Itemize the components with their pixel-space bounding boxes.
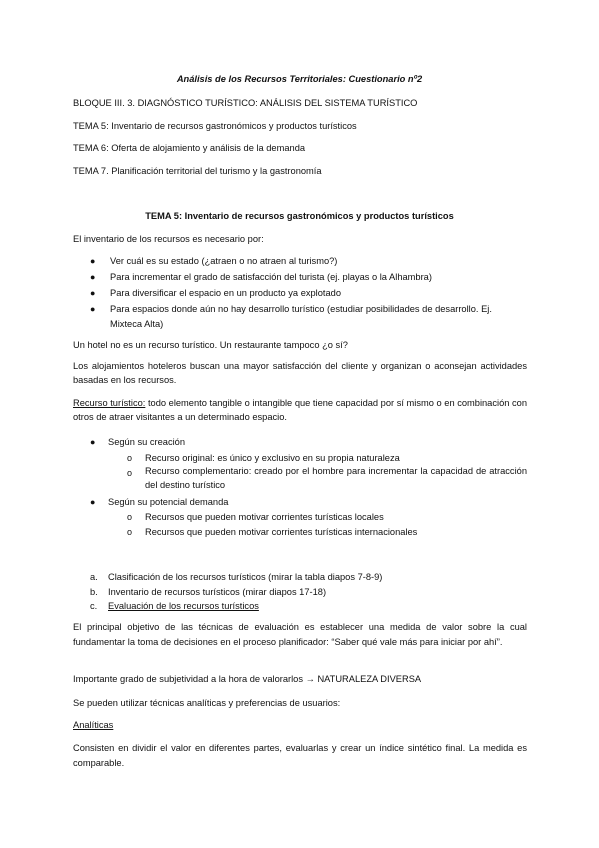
topic-item: TEMA 5: Inventario de recursos gastronómicos y productos turísticos bbox=[73, 121, 357, 131]
list-letter: b. bbox=[90, 587, 98, 597]
lettered-item: Clasificación de los recursos turísticos (mirar la tabla diapos 7-8-9) bbox=[108, 572, 383, 582]
circle-bullet-icon: o bbox=[127, 527, 133, 537]
hotel-paragraph: Los alojamientos hoteleros buscan una mayor satisfacción del cliente y organizan o aconsejan actividades basadas en los recursos. bbox=[73, 361, 527, 385]
bullet-icon: ● bbox=[90, 272, 96, 282]
reason-item: Para espacios donde aún no hay desarrollo turístico (estudiar posibilidades de desarrollo. Ej. bbox=[110, 304, 492, 314]
hotel-question: Un hotel no es un recurso turístico. Un restaurante tampoco ¿o sí? bbox=[73, 340, 348, 350]
bullet-icon: ● bbox=[90, 256, 96, 266]
evaluation-paragraph: El principal objetivo de las técnicas de evaluación es establecer una medida de valor sobre la cual fundamentar la toma de decisiones en el proceso planificador: “Saber qué vale más para iniciar por ahí”. bbox=[73, 622, 527, 647]
analytic-paragraph: Consisten en dividir el valor en diferentes partes, evaluarlas y crear un índice sintético final. La medida es comparable. bbox=[73, 743, 527, 768]
topic-item: TEMA 7. Planificación territorial del turismo y la gastronomía bbox=[73, 166, 322, 176]
classification-item: Recursos que pueden motivar corrientes turísticas locales bbox=[145, 512, 384, 522]
reason-item: Ver cuál es su estado (¿atraen o no atraen al turismo?) bbox=[110, 256, 338, 266]
topic-item: TEMA 6: Oferta de alojamiento y análisis de la demanda bbox=[73, 143, 306, 153]
classification-label: Según su potencial demanda bbox=[108, 497, 229, 507]
techniques-line: Se pueden utilizar técnicas analíticas y preferencias de usuarios: bbox=[73, 698, 341, 708]
lettered-item: Inventario de recursos turísticos (mirar diapos 17-18) bbox=[108, 587, 327, 597]
analytic-heading: Analíticas bbox=[73, 720, 114, 730]
classification-label: Según su creación bbox=[108, 437, 186, 447]
circle-bullet-icon: o bbox=[127, 453, 133, 463]
definition-text: todo elemento tangible o intangible que tiene capacidad por sí mismo o en combinación con otros de atraer visitantes a un determinado espacio. bbox=[73, 398, 527, 422]
block-heading: BLOQUE III. 3. DIAGNÓSTICO TURÍSTICO: ANÁLISIS DEL SISTEMA TURÍSTICO bbox=[73, 98, 418, 108]
list-letter: a. bbox=[90, 572, 98, 582]
bullet-icon: ● bbox=[90, 288, 96, 298]
definition-term: Recurso turístico: bbox=[73, 398, 146, 408]
document-title: Análisis de los Recursos Territoriales: Cuestionario nº2 bbox=[176, 74, 423, 84]
classification-item: Recursos que pueden motivar corrientes turísticas internacionales bbox=[145, 527, 418, 537]
classification-item: Recurso complementario: creado por el hombre para incrementar la capacidad de atracción del destino turístico bbox=[145, 466, 527, 490]
list-letter: c. bbox=[90, 601, 98, 611]
intro-text: El inventario de los recursos es necesario por: bbox=[73, 234, 264, 244]
reason-item: Para diversificar el espacio en un producto ya explotado bbox=[110, 288, 342, 298]
classification-item: Recurso original: es único y exclusivo en su propia naturaleza bbox=[145, 453, 400, 463]
definition-paragraph bbox=[73, 397, 527, 424]
subjectivity-line: Importante grado de subjetividad a la hora de valorarlos → NATURALEZA DIVERSA bbox=[73, 674, 422, 684]
bullet-icon: ● bbox=[90, 497, 96, 507]
circle-bullet-icon: o bbox=[127, 512, 133, 522]
reason-item: Para incrementar el grado de satisfacción del turista (ej. playas o la Alhambra) bbox=[110, 272, 432, 282]
lettered-item: Evaluación de los recursos turísticos bbox=[108, 601, 259, 611]
bullet-icon: ● bbox=[90, 437, 96, 447]
section-heading: TEMA 5: Inventario de recursos gastronómicos y productos turísticos bbox=[145, 211, 454, 221]
reason-item-continuation: Mixteca Alta) bbox=[110, 319, 164, 329]
circle-bullet-icon: o bbox=[127, 468, 133, 478]
bullet-icon: ● bbox=[90, 304, 96, 314]
